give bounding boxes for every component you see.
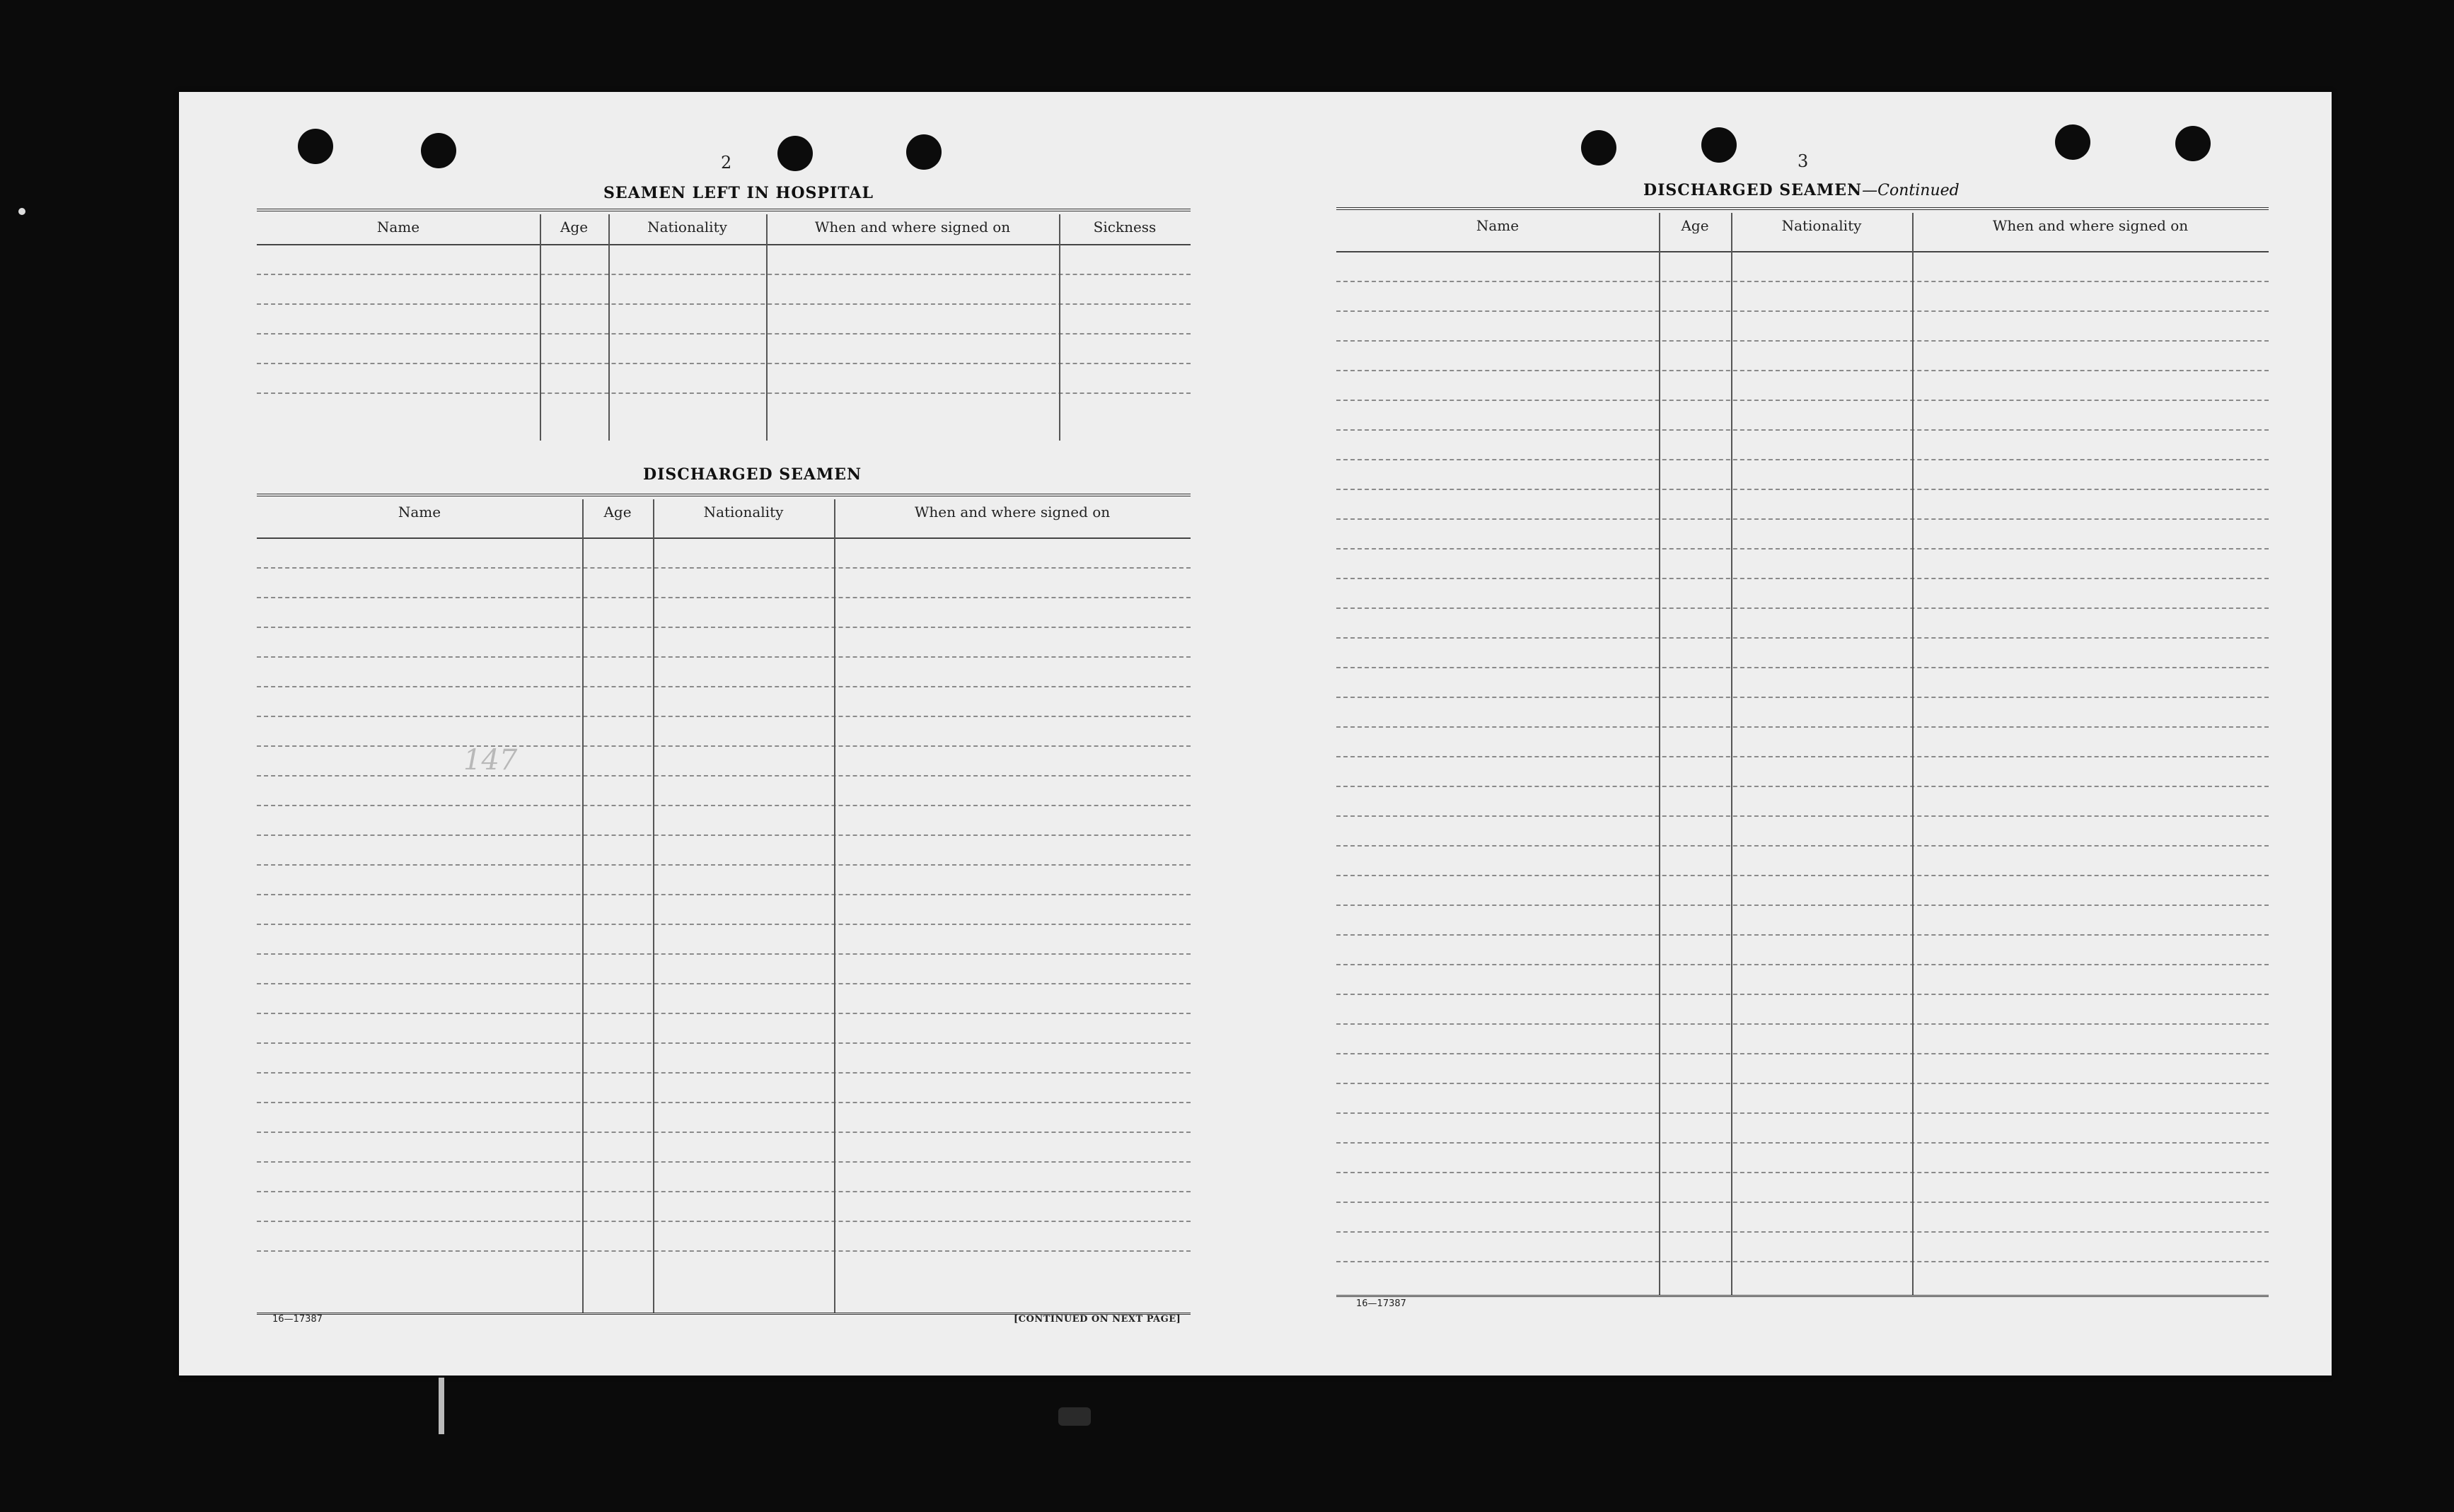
table-row — [257, 1072, 1191, 1074]
column-divider — [1731, 213, 1732, 1295]
table-row — [257, 745, 1191, 747]
punch-hole — [298, 129, 333, 164]
table-row — [1336, 340, 2269, 342]
column-header-signed-on: When and where signed on — [914, 504, 1111, 521]
table-row — [1336, 697, 2269, 698]
table-row — [257, 716, 1191, 717]
table-row — [1336, 548, 2269, 549]
punch-hole — [1701, 127, 1737, 163]
column-header-age: Age — [603, 504, 632, 521]
table-row — [1336, 281, 2269, 282]
table-top-rule — [1336, 207, 2269, 210]
header-rule — [1336, 251, 2269, 252]
table-top-rule — [257, 494, 1191, 496]
table-row — [1336, 429, 2269, 431]
column-header-signed-on: When and where signed on — [814, 219, 1011, 235]
table-row — [1336, 964, 2269, 965]
table-row — [257, 274, 1191, 275]
table-row — [257, 392, 1191, 394]
header-rule — [257, 244, 1191, 245]
column-header-name: Name — [376, 219, 420, 235]
discharged-table-right — [1336, 207, 2269, 1310]
table-row — [257, 894, 1191, 895]
document-page-spread — [179, 92, 2332, 1376]
table-row — [1336, 1083, 2269, 1084]
table-row — [257, 597, 1191, 598]
table-row — [1336, 726, 2269, 728]
column-header-name: Name — [1476, 217, 1520, 234]
punch-hole — [777, 136, 813, 171]
table-row — [1336, 1261, 2269, 1262]
form-number-left: 16—17387 — [272, 1314, 323, 1325]
table-row — [1336, 1231, 2269, 1233]
column-divider — [1059, 214, 1060, 441]
punch-hole — [906, 134, 942, 170]
table-row — [257, 953, 1191, 955]
table-row — [257, 303, 1191, 305]
column-header-sickness: Sickness — [1093, 219, 1157, 235]
table-row — [1336, 786, 2269, 787]
table-row — [257, 1221, 1191, 1222]
table-row — [1336, 400, 2269, 401]
column-header-signed-on: When and where signed on — [1992, 217, 2189, 234]
title-suffix: —Continued — [1862, 182, 1960, 199]
table-row — [1336, 578, 2269, 579]
form-number-right: 16—17387 — [1356, 1298, 1406, 1309]
column-header-age: Age — [1681, 217, 1709, 234]
table-row — [1336, 994, 2269, 995]
column-divider — [834, 499, 835, 1313]
continued-note: [CONTINUED ON NEXT PAGE] — [1014, 1314, 1181, 1325]
column-divider — [1912, 213, 1914, 1295]
punch-hole — [421, 133, 456, 168]
table-row — [257, 1042, 1191, 1044]
table-row — [257, 775, 1191, 777]
table-row — [1336, 1142, 2269, 1144]
table-row — [257, 1132, 1191, 1133]
column-header-nationality: Nationality — [1781, 217, 1862, 234]
column-divider — [608, 214, 610, 441]
table-row — [257, 1161, 1191, 1163]
column-header-age: Age — [560, 219, 589, 235]
column-header-nationality: Nationality — [647, 219, 727, 235]
punch-hole — [2175, 126, 2211, 161]
table-row — [257, 627, 1191, 628]
title-main: DISCHARGED SEAMEN — [1643, 181, 1863, 199]
table-row — [1336, 875, 2269, 876]
table-row — [1336, 815, 2269, 817]
punch-hole — [1581, 130, 1616, 165]
table-row — [257, 864, 1191, 866]
table-row — [1336, 934, 2269, 936]
table-row — [257, 1250, 1191, 1252]
table-row — [1336, 756, 2269, 757]
page-number-right: 3 — [1798, 151, 1809, 171]
column-divider — [540, 214, 541, 441]
column-header-name: Name — [398, 504, 441, 521]
table-row — [257, 567, 1191, 569]
table-row — [1336, 310, 2269, 312]
table-row — [1336, 1172, 2269, 1173]
hospital-table — [257, 209, 1191, 442]
table-row — [257, 834, 1191, 836]
discharged-table-left — [257, 494, 1191, 1321]
discharged-section-title: DISCHARGED SEAMEN — [643, 465, 862, 484]
table-row — [1336, 637, 2269, 639]
faint-handwritten-number: 147 — [463, 744, 518, 777]
table-row — [1336, 459, 2269, 460]
table-row — [257, 1191, 1191, 1192]
table-row — [257, 1013, 1191, 1014]
column-divider — [653, 499, 654, 1313]
background-speck — [439, 1378, 444, 1434]
table-row — [257, 656, 1191, 658]
background-speck — [1058, 1407, 1091, 1426]
column-divider — [1659, 213, 1660, 1295]
punch-hole — [2055, 124, 2090, 160]
table-row — [257, 924, 1191, 925]
table-row — [257, 1102, 1191, 1103]
table-row — [1336, 607, 2269, 609]
table-row — [257, 805, 1191, 806]
discharged-continued-title — [1643, 181, 1960, 199]
table-row — [1336, 370, 2269, 371]
column-divider — [582, 499, 584, 1313]
table-row — [257, 983, 1191, 984]
table-row — [1336, 845, 2269, 847]
table-top-rule — [257, 209, 1191, 211]
background-speck — [18, 208, 25, 215]
table-row — [257, 333, 1191, 335]
table-row — [257, 363, 1191, 364]
hospital-section-title: SEAMEN LEFT IN HOSPITAL — [603, 184, 874, 202]
table-row — [257, 686, 1191, 687]
table-row — [1336, 518, 2269, 520]
page-number-left: 2 — [721, 153, 732, 173]
table-row — [1336, 1202, 2269, 1203]
table-row — [1336, 489, 2269, 490]
column-divider — [766, 214, 768, 441]
header-rule — [257, 537, 1191, 539]
table-row — [1336, 905, 2269, 906]
table-row — [1336, 667, 2269, 668]
table-row — [1336, 1112, 2269, 1114]
table-row — [1336, 1023, 2269, 1025]
table-row — [1336, 1053, 2269, 1054]
column-header-nationality: Nationality — [703, 504, 784, 521]
table-bottom-rule — [1336, 1295, 2269, 1297]
